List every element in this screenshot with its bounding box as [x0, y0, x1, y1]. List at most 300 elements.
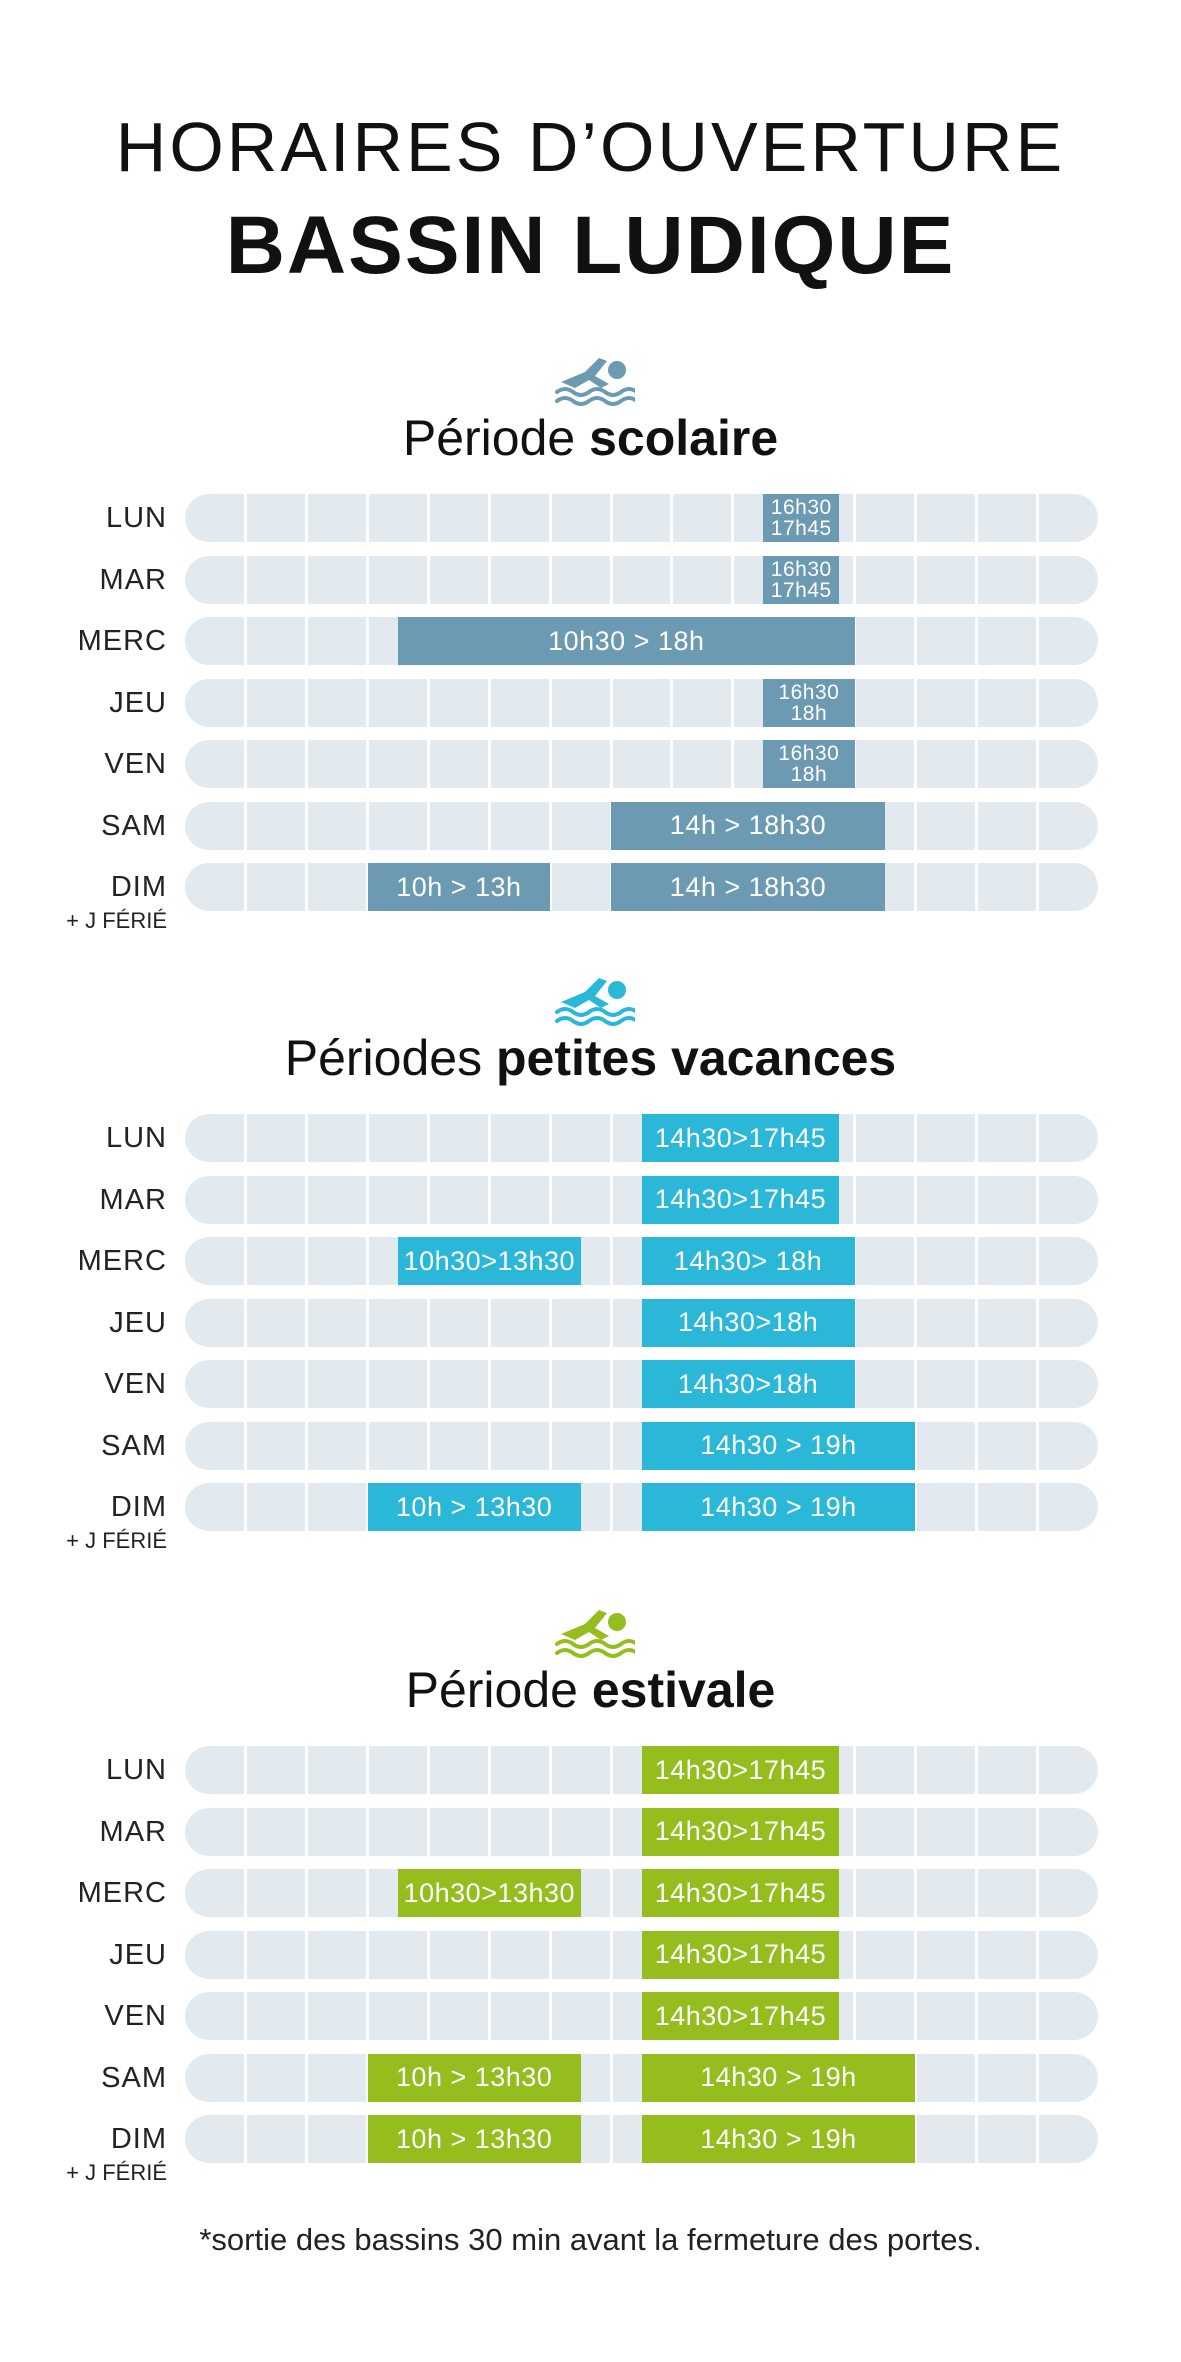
slot-label: 14h30>17h45 [654, 2000, 827, 2031]
hour-tick [1036, 494, 1039, 542]
schedule-row [0, 1746, 1181, 1794]
time-track [185, 617, 1098, 665]
section-title-prefix: Période [402, 410, 576, 466]
hour-tick [427, 1992, 430, 2040]
hour-tick [366, 802, 369, 850]
day-label: MAR [99, 1815, 167, 1848]
hour-tick [914, 1931, 917, 1979]
hour-tick [244, 1992, 247, 2040]
hour-tick [305, 1992, 308, 2040]
hour-tick [366, 1360, 369, 1408]
hour-tick [975, 863, 978, 911]
opening-slot [642, 1299, 855, 1347]
slot-label: 10h > 13h30 [395, 2062, 553, 2092]
time-track [185, 802, 1098, 850]
hour-tick [549, 1299, 552, 1347]
opening-slot [642, 1992, 840, 2040]
hour-tick [1036, 2115, 1039, 2163]
hour-tick [853, 494, 856, 542]
hour-tick [549, 802, 552, 850]
hour-tick [427, 679, 430, 727]
hour-tick [366, 1422, 369, 1470]
hour-tick [914, 802, 917, 850]
hour-tick [853, 1808, 856, 1856]
hour-tick [1036, 1483, 1039, 1531]
slot-label: 10h > 13h [396, 871, 522, 902]
hour-tick [244, 556, 247, 604]
day-label: VEN [104, 748, 167, 780]
hour-tick [366, 679, 369, 727]
hour-tick [244, 1176, 247, 1224]
hour-tick [366, 1114, 369, 1162]
hour-tick [1036, 556, 1039, 604]
day-label: JEU [109, 686, 167, 719]
day-label: LUN [105, 1122, 167, 1154]
opening-slot [642, 2054, 916, 2102]
schedule-row [0, 1299, 1181, 1347]
opening-slot [642, 1746, 840, 1794]
slot-label: 14h30>17h45 [654, 1122, 827, 1153]
time-track [185, 740, 1098, 788]
slot-label: 16h30 [778, 742, 840, 765]
hour-tick [244, 1808, 247, 1856]
hour-tick [427, 1746, 430, 1794]
section-title-bold: estivale [591, 1662, 776, 1718]
hour-tick [488, 1299, 491, 1347]
opening-slot [642, 1869, 840, 1917]
hour-tick [914, 1299, 917, 1347]
slot-label: 10h30>13h30 [403, 1877, 576, 1908]
hour-tick [305, 1237, 308, 1285]
hour-tick [975, 679, 978, 727]
hour-tick [305, 802, 308, 850]
time-track [185, 2115, 1098, 2163]
opening-slot [763, 556, 839, 604]
hour-tick [244, 1299, 247, 1347]
time-track [185, 556, 1098, 604]
day-label: MAR [99, 563, 167, 596]
slot-label: 10h30 > 18h [548, 625, 705, 656]
schedule-row [0, 2115, 1181, 2185]
hour-tick [975, 1808, 978, 1856]
time-track [185, 1114, 1098, 1162]
hour-tick [488, 1746, 491, 1794]
time-track [185, 863, 1098, 911]
footnote: *sortie des bassins 30 min avant la fermeture des portes. [199, 2222, 982, 2257]
hour-tick [853, 1869, 856, 1917]
hour-tick [975, 617, 978, 665]
hour-tick [610, 1992, 613, 2040]
hour-tick [427, 494, 430, 542]
section-title [0, 1662, 1181, 1718]
schedule-row [0, 1176, 1181, 1224]
day-label: MERC [77, 625, 167, 657]
hour-tick [244, 1931, 247, 1979]
schedule-row [0, 740, 1181, 788]
hour-tick [670, 494, 673, 542]
opening-slot [368, 2115, 581, 2163]
slot-label: 17h45 [770, 578, 832, 602]
hour-tick [1036, 740, 1039, 788]
hour-tick [1036, 2054, 1039, 2102]
schedule-row [0, 2054, 1181, 2102]
hour-tick [549, 1992, 552, 2040]
page-title-line2: BASSIN LUDIQUE [225, 200, 956, 291]
day-label: LUN [105, 502, 167, 534]
hour-tick [975, 2054, 978, 2102]
day-sublabel: + J FÉRIÉ [66, 2160, 167, 2185]
time-track [185, 1237, 1098, 1285]
day-label: JEU [109, 1938, 167, 1971]
hour-tick [244, 617, 247, 665]
hour-tick [975, 556, 978, 604]
hour-tick [305, 1808, 308, 1856]
hour-tick [914, 1746, 917, 1794]
hour-tick [427, 1360, 430, 1408]
hour-tick [1036, 1422, 1039, 1470]
day-label: MAR [99, 1183, 167, 1216]
hour-tick [549, 1746, 552, 1794]
slot-label: 18h [790, 763, 828, 786]
hour-tick [488, 740, 491, 788]
hour-tick [853, 556, 856, 604]
opening-slot [642, 1114, 840, 1162]
hour-tick [914, 1869, 917, 1917]
day-label: MERC [77, 1877, 167, 1909]
hour-tick [488, 556, 491, 604]
hour-tick [488, 1176, 491, 1224]
day-label: DIM [110, 1491, 167, 1523]
hour-tick [305, 556, 308, 604]
slot-label: 14h30 > 19h [700, 2123, 857, 2154]
hour-tick [427, 1299, 430, 1347]
schedule-row [0, 1931, 1181, 1979]
section-title [0, 410, 1181, 466]
slot-label: 14h30>18h [677, 1307, 819, 1337]
hour-tick [610, 1237, 613, 1285]
hour-tick [244, 1746, 247, 1794]
schedule-row [0, 1808, 1181, 1856]
schedule-section [0, 968, 1181, 1568]
hour-tick [610, 1931, 613, 1979]
section-title [0, 1030, 1181, 1086]
hour-tick [975, 1422, 978, 1470]
hour-tick [549, 1360, 552, 1408]
hour-tick [305, 679, 308, 727]
hour-tick [427, 1176, 430, 1224]
hour-tick [975, 1483, 978, 1531]
time-track [185, 679, 1098, 727]
day-sublabel: + J FÉRIÉ [66, 908, 167, 933]
slot-label: 14h30>17h45 [654, 1754, 827, 1785]
hour-tick [610, 1746, 613, 1794]
slot-label: 16h30 [778, 680, 840, 704]
day-label: DIM [110, 2123, 167, 2155]
hour-tick [305, 740, 308, 788]
hour-tick [244, 740, 247, 788]
schedule-row [0, 679, 1181, 727]
hour-tick [366, 1931, 369, 1979]
hour-tick [1036, 863, 1039, 911]
hour-tick [549, 740, 552, 788]
time-track [185, 1931, 1098, 1979]
hour-tick [305, 1422, 308, 1470]
section-title-prefix: Périodes [284, 1030, 483, 1086]
hour-tick [488, 1808, 491, 1856]
hour-tick [1036, 1114, 1039, 1162]
schedule-section [0, 348, 1181, 948]
hour-tick [914, 740, 917, 788]
hour-tick [610, 2115, 613, 2163]
hour-tick [244, 1360, 247, 1408]
slot-label: 14h30>17h45 [654, 1816, 827, 1846]
hour-tick [610, 1869, 613, 1917]
slot-label: 16h30 [770, 557, 832, 581]
hour-tick [731, 494, 734, 542]
hour-tick [305, 1483, 308, 1531]
hour-tick [914, 1237, 917, 1285]
hour-tick [366, 740, 369, 788]
hour-tick [366, 1176, 369, 1224]
swimmer-icon [555, 968, 635, 1028]
hour-tick [731, 556, 734, 604]
hour-tick [1036, 1746, 1039, 1794]
time-track [185, 2054, 1098, 2102]
day-label: VEN [104, 1368, 167, 1400]
hour-tick [488, 1931, 491, 1979]
slot-label: 14h > 18h30 [669, 810, 827, 840]
hour-tick [975, 802, 978, 850]
hour-tick [914, 556, 917, 604]
hour-tick [670, 740, 673, 788]
hour-tick [549, 1422, 552, 1470]
hour-tick [610, 1299, 613, 1347]
hour-tick [610, 556, 613, 604]
opening-slot [611, 863, 885, 911]
day-sublabel: + J FÉRIÉ [66, 1528, 167, 1553]
hour-tick [305, 1746, 308, 1794]
hour-tick [305, 1299, 308, 1347]
section-title-prefix: Période [405, 1662, 578, 1718]
hour-tick [305, 1176, 308, 1224]
hour-tick [488, 494, 491, 542]
time-track [185, 1360, 1098, 1408]
hour-tick [549, 1808, 552, 1856]
hour-tick [366, 1992, 369, 2040]
hour-tick [1036, 802, 1039, 850]
slot-label: 14h30 > 19h [700, 1491, 857, 1522]
hour-tick [914, 1360, 917, 1408]
hour-tick [975, 1299, 978, 1347]
time-track [185, 1422, 1098, 1470]
hour-tick [670, 556, 673, 604]
opening-slot [368, 2054, 581, 2102]
opening-slot [398, 617, 855, 665]
hour-tick [427, 1808, 430, 1856]
hour-tick [366, 556, 369, 604]
hour-tick [853, 1176, 856, 1224]
schedule-row [0, 556, 1181, 604]
hour-tick [1036, 1869, 1039, 1917]
day-label: SAM [101, 2061, 167, 2094]
hour-tick [305, 2115, 308, 2163]
opening-slot [763, 679, 854, 727]
slot-label: 14h30 > 19h [700, 2062, 857, 2092]
opening-slot [398, 1869, 581, 1917]
slot-label: 14h30>17h45 [654, 1877, 827, 1908]
hour-tick [1036, 1176, 1039, 1224]
opening-slot [642, 1808, 840, 1856]
opening-slot [368, 1483, 581, 1531]
hour-tick [975, 740, 978, 788]
hour-tick [549, 679, 552, 727]
hour-tick [244, 2115, 247, 2163]
slot-label: 10h30>13h30 [403, 1245, 576, 1276]
schedule-section [0, 1600, 1181, 2200]
page-title-line1: HORAIRES D’OUVERTURE [115, 108, 1066, 186]
hour-tick [366, 494, 369, 542]
day-label: JEU [109, 1306, 167, 1339]
day-label: SAM [101, 809, 167, 842]
time-track [185, 1869, 1098, 1917]
hour-tick [731, 679, 734, 727]
swimmer-icon [555, 348, 635, 408]
hour-tick [244, 1114, 247, 1162]
hour-tick [914, 679, 917, 727]
hour-tick [366, 1746, 369, 1794]
opening-slot [398, 1237, 581, 1285]
opening-slot [642, 1237, 855, 1285]
slot-label: 14h30 > 19h [700, 1430, 857, 1460]
section-title-bold: scolaire [589, 410, 779, 466]
hour-tick [366, 1869, 369, 1917]
hour-tick [853, 1992, 856, 2040]
schedule-row [0, 1114, 1181, 1162]
hour-tick [244, 679, 247, 727]
hour-tick [853, 1931, 856, 1979]
hour-tick [549, 1176, 552, 1224]
hour-tick [244, 494, 247, 542]
hour-tick [549, 556, 552, 604]
schedule-row [0, 1992, 1181, 2040]
hour-tick [244, 1422, 247, 1470]
hour-tick [914, 863, 917, 911]
hour-tick [305, 1931, 308, 1979]
day-label: DIM [110, 871, 167, 903]
opening-slot [642, 2115, 916, 2163]
hour-tick [244, 1483, 247, 1531]
hour-tick [1036, 1299, 1039, 1347]
hour-tick [244, 2054, 247, 2102]
time-track [185, 1992, 1098, 2040]
schedule-row [0, 802, 1181, 850]
hour-tick [975, 1237, 978, 1285]
hour-tick [366, 1237, 369, 1285]
hour-tick [1036, 1808, 1039, 1856]
day-label: LUN [105, 1754, 167, 1786]
hour-tick [244, 1237, 247, 1285]
day-label: MERC [77, 1245, 167, 1277]
schedule-row [0, 1237, 1181, 1285]
hour-tick [914, 1176, 917, 1224]
hour-tick [488, 1114, 491, 1162]
hour-tick [610, 1483, 613, 1531]
hour-tick [305, 1869, 308, 1917]
schedule-row [0, 494, 1181, 542]
schedule-row [0, 1422, 1181, 1470]
opening-slot [611, 802, 885, 850]
opening-slot [763, 740, 854, 788]
time-track [185, 1746, 1098, 1794]
slot-label: 17h45 [770, 517, 832, 540]
hour-tick [305, 863, 308, 911]
hour-tick [488, 679, 491, 727]
opening-slot [642, 1483, 916, 1531]
opening-slot [642, 1360, 855, 1408]
time-track [185, 1176, 1098, 1224]
hour-tick [975, 2115, 978, 2163]
schedule-row [0, 1360, 1181, 1408]
hour-tick [914, 494, 917, 542]
hour-tick [610, 494, 613, 542]
slot-label: 14h30>18h [677, 1368, 819, 1399]
opening-slot [642, 1931, 840, 1979]
hour-tick [975, 494, 978, 542]
hour-tick [305, 494, 308, 542]
hour-tick [427, 802, 430, 850]
section-title-bold: petites vacances [496, 1030, 897, 1086]
hour-tick [305, 617, 308, 665]
slot-label: 14h > 18h30 [669, 871, 827, 902]
hour-tick [488, 1422, 491, 1470]
hour-tick [305, 2054, 308, 2102]
hour-tick [366, 617, 369, 665]
slot-label: 10h > 13h30 [395, 1491, 553, 1522]
hour-tick [427, 1422, 430, 1470]
swimmer-icon [555, 1600, 635, 1660]
hour-tick [1036, 1931, 1039, 1979]
hour-tick [244, 1869, 247, 1917]
hour-tick [975, 1176, 978, 1224]
hour-tick [610, 2054, 613, 2102]
slot-label: 10h > 13h30 [395, 2123, 553, 2154]
hour-tick [488, 1992, 491, 2040]
day-label: VEN [104, 2000, 167, 2032]
hour-tick [549, 1114, 552, 1162]
hour-tick [427, 740, 430, 788]
hour-tick [427, 556, 430, 604]
hour-tick [610, 740, 613, 788]
day-label: SAM [101, 1429, 167, 1462]
time-track [185, 1483, 1098, 1531]
hour-tick [670, 679, 673, 727]
hour-tick [975, 1992, 978, 2040]
schedule-row [0, 863, 1181, 933]
hour-tick [305, 1114, 308, 1162]
hour-tick [305, 1360, 308, 1408]
hour-tick [610, 1176, 613, 1224]
hour-tick [975, 1746, 978, 1794]
time-track [185, 494, 1098, 542]
hour-tick [975, 1931, 978, 1979]
hour-tick [1036, 617, 1039, 665]
time-track [185, 1299, 1098, 1347]
hour-tick [731, 740, 734, 788]
hour-tick [488, 1360, 491, 1408]
hour-tick [610, 1808, 613, 1856]
hour-tick [914, 1114, 917, 1162]
hour-tick [1036, 679, 1039, 727]
